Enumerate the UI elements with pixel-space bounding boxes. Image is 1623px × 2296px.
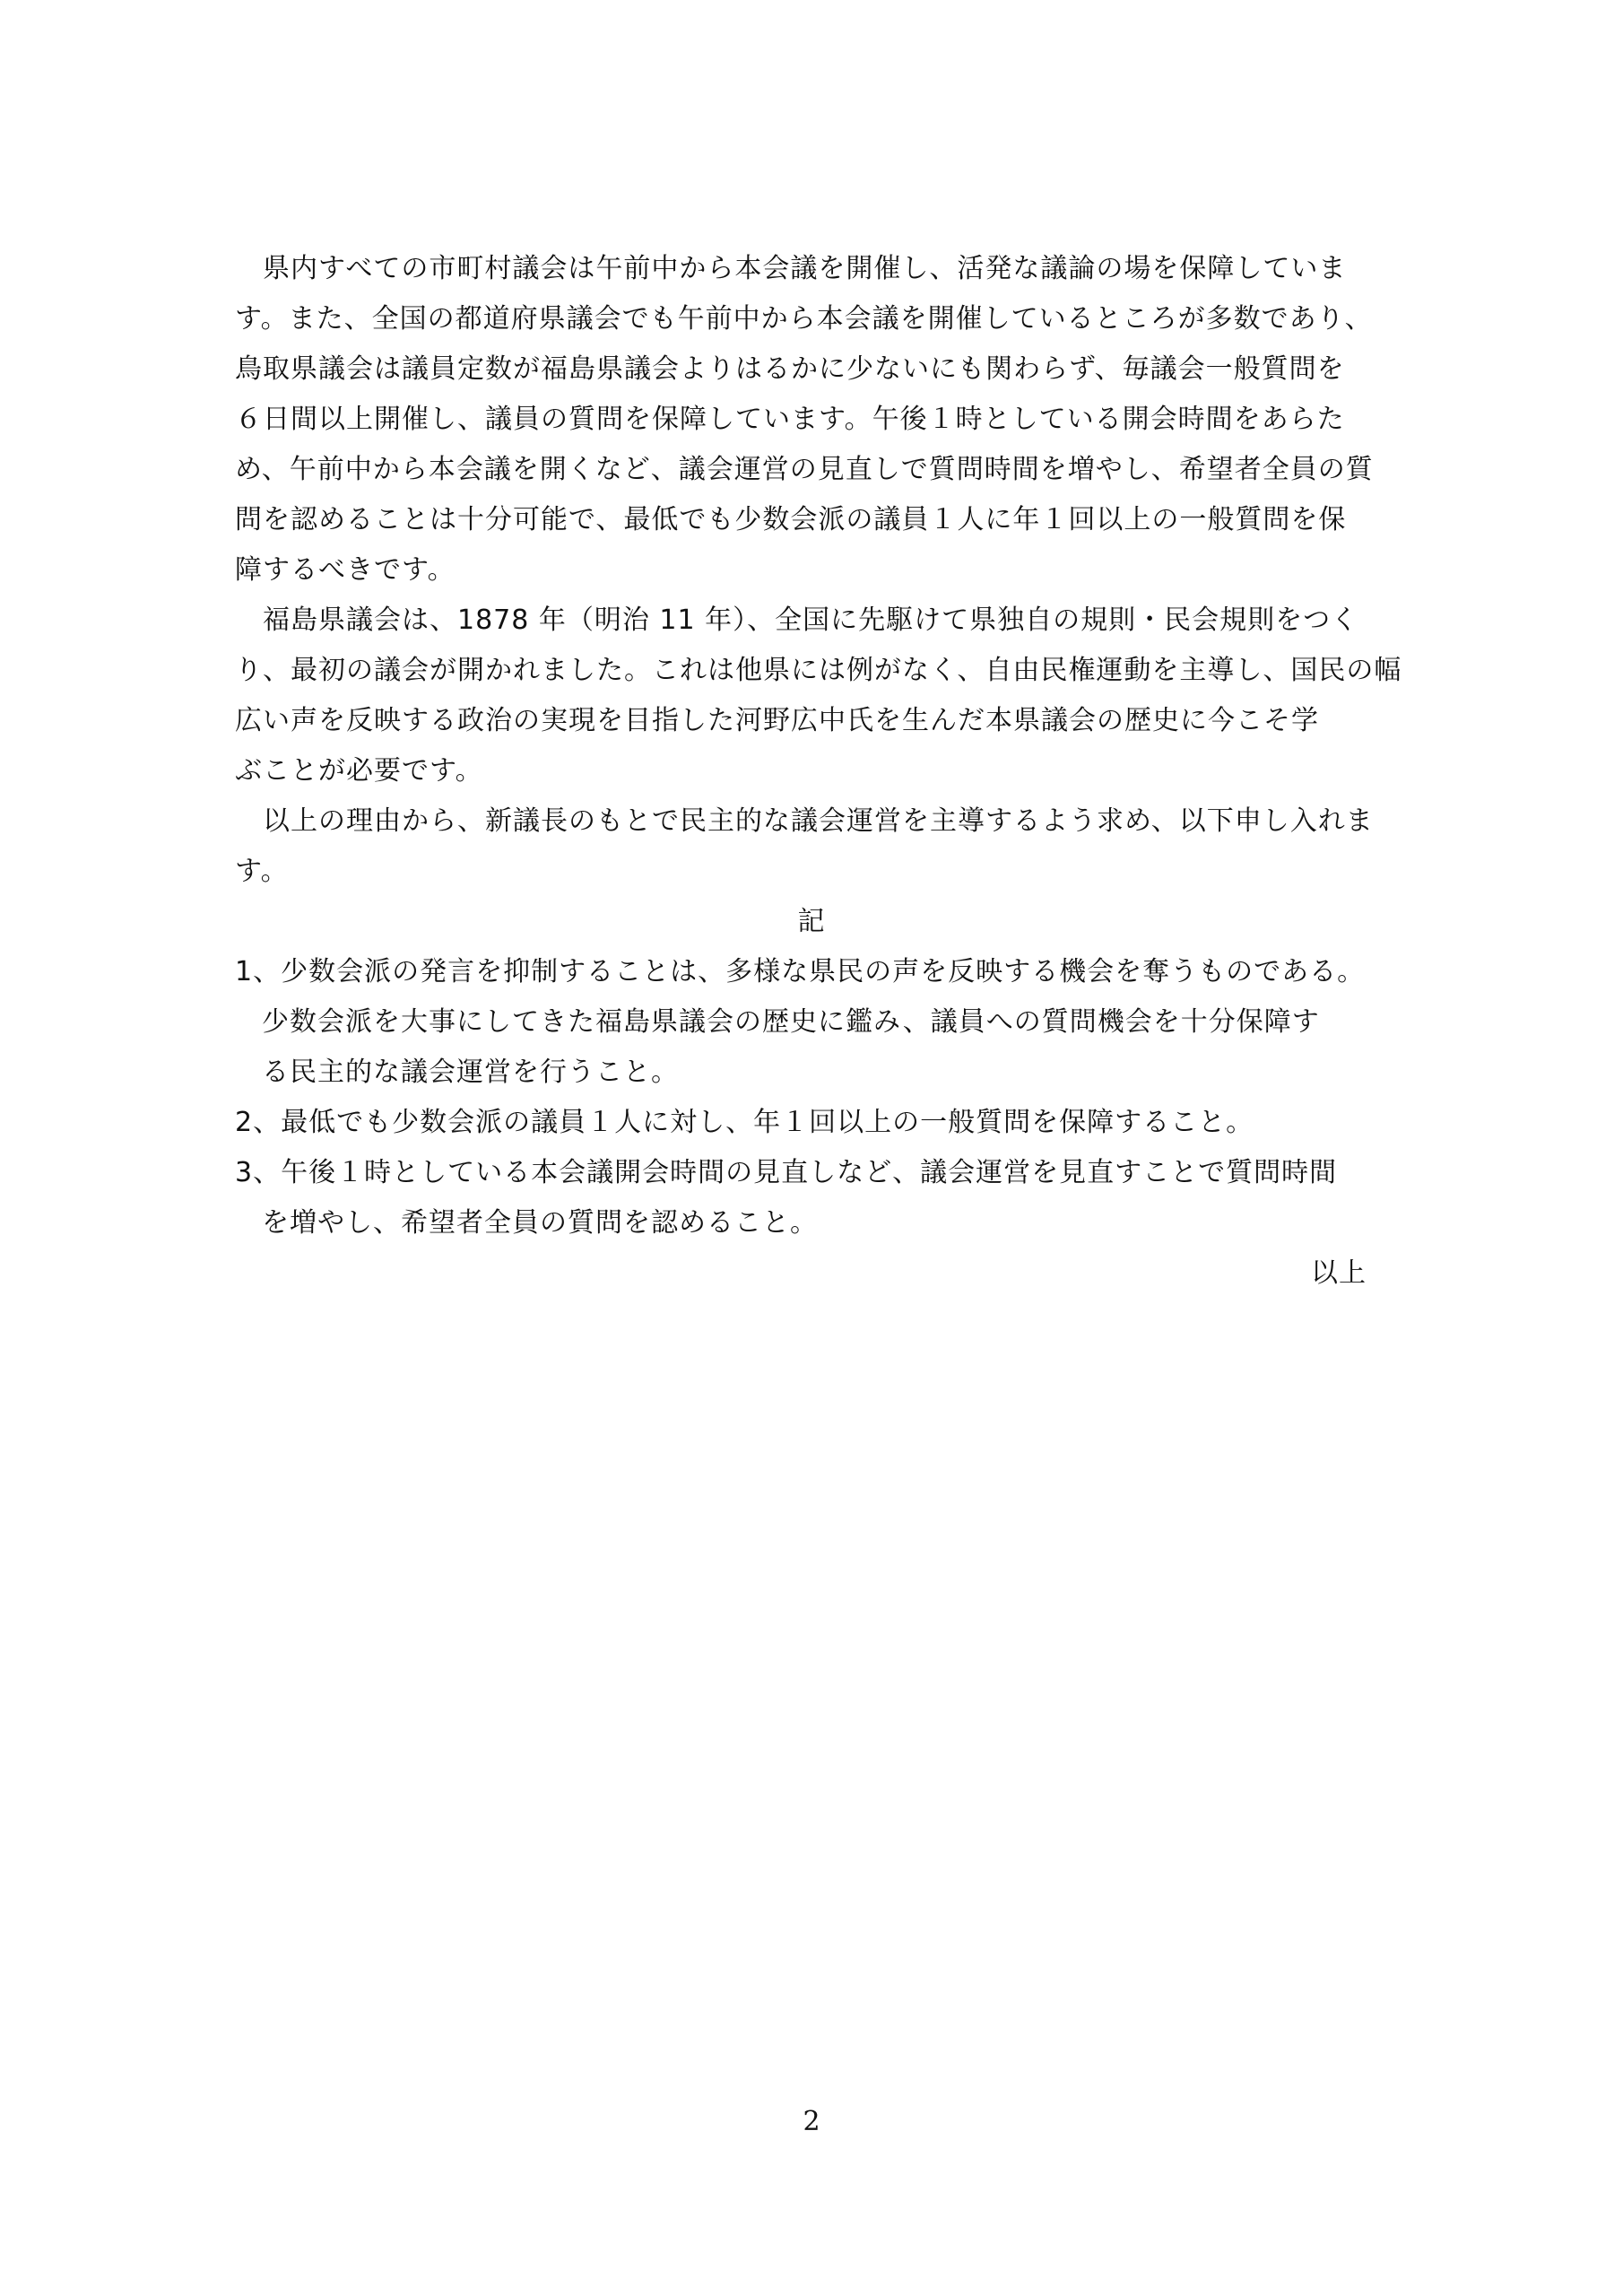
- paragraph-2-line-4: ぶことが必要です。: [235, 755, 483, 787]
- item-3-line-2: を増やし、希望者全員の質問を認めること。: [262, 1207, 818, 1239]
- paragraph-1-line-3: 鳥取県議会は議員定数が福島県議会よりはるかに少ないにも関わらず、毎議会一般質問を: [235, 353, 1345, 385]
- item-1-line-1: 1、少数会派の発言を抑制することは、多様な県民の声を反映する機会を奪うものである。: [235, 956, 1366, 987]
- item-3-line-1: 3、午後１時としている本会議開会時間の見直しなど、議会運営を見直すことで質問時間: [235, 1157, 1338, 1188]
- paragraph-1-line-7: 障するべきです。: [235, 554, 456, 586]
- paragraph-1-line-5: め、午前中から本会議を開くなど、議会運営の見直しで質問時間を増やし、希望者全員の質: [235, 454, 1374, 485]
- paragraph-1-line-1: 県内すべての市町村議会は午前中から本会議を開催し、活発な議論の場を保障していま: [235, 253, 1347, 284]
- paragraph-3-line-2: す。: [235, 856, 289, 887]
- paragraph-2-line-1: 福島県議会は、1878 年（明治 11 年）、全国に先駆けて県独自の規則・民会規則をつく: [235, 604, 1359, 636]
- paragraph-3-line-1: 以上の理由から、新議長のもとで民主的な議会運営を主導するよう求め、以下申し入れま: [235, 805, 1374, 837]
- item-1-line-3: る民主的な議会運営を行うこと。: [262, 1057, 679, 1088]
- item-2-line-1: 2、最低でも少数会派の議員１人に対し、年１回以上の一般質問を保障すること。: [235, 1107, 1254, 1138]
- item-1-line-2: 少数会派を大事にしてきた福島県議会の歴史に鑑み、議員への質問機会を十分保障す: [262, 1006, 1320, 1038]
- paragraph-2-line-2: り、最初の議会が開かれました。これは他県には例がなく、自由民権運動を主導し、国民の幅: [235, 655, 1402, 686]
- closing-ijo: 以上: [1311, 1257, 1367, 1289]
- ki-heading: 記: [797, 906, 826, 937]
- paragraph-1-line-6: 問を認めることは十分可能で、最低でも少数会派の議員１人に年１回以上の一般質問を保: [235, 504, 1347, 535]
- paragraph-1-line-2: す。また、全国の都道府県議会でも午前中から本会議を開催しているところが多数であり、: [235, 303, 1373, 335]
- paragraph-2-line-3: 広い声を反映する政治の実現を目指した河野広中氏を生んだ本県議会の歴史に今こそ学: [235, 705, 1319, 736]
- page-number: 2: [803, 2106, 820, 2137]
- paragraph-1-line-4: ６日間以上開催し、議員の質問を保障しています。午後１時としている開会時間をあらた: [235, 404, 1345, 435]
